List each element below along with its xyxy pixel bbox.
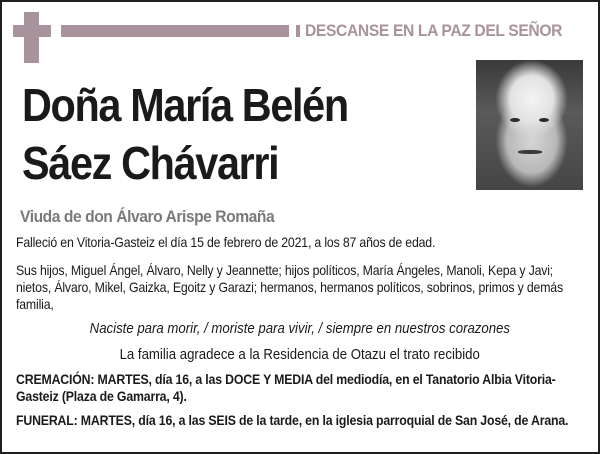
spouse-line: Viuda de don Álvaro Arispe Romaña xyxy=(20,207,275,226)
cremation-notice: CREMACIÓN: MARTES, día 16, a las DOCE Y MEDIA del mediodía, en el Tanatorio Albia Vitoria-Gasteiz (Plaza de Gamarra, 4). xyxy=(16,371,556,404)
photo-eye-right xyxy=(539,118,549,122)
photo-eye-left xyxy=(510,118,520,122)
header-divider-square xyxy=(296,25,300,37)
photo-mouth xyxy=(518,150,542,154)
deceased-name-line-2: Sáez Chávarri xyxy=(22,137,279,189)
deceased-photo xyxy=(476,60,583,190)
header-divider-bar xyxy=(61,25,289,37)
death-notice: Falleció en Vitoria-Gasteiz el día 15 de febrero de 2021, a los 87 años de edad. xyxy=(16,234,436,250)
cross-horizontal-bar xyxy=(13,25,51,37)
funeral-notice: FUNERAL: MARTES, día 16, a las SEIS de la tarde, en la iglesia parroquial de San José, de Arana. xyxy=(16,412,569,428)
thanks-line xyxy=(2,346,598,363)
deceased-name-line-1: Doña María Belén xyxy=(22,79,348,131)
family-list: Sus hijos, Miguel Ángel, Álvaro, Nelly y Jeannette; hijos políticos, María Ángeles, Manoli, Kepa y Javi; nietos, Álvaro, Mikel, Gaizka, Egoitz y Garazi; hermanos, hermanos políticos, sobrinos, primos y demás familia, xyxy=(16,262,563,312)
cross-vertical-bar xyxy=(24,12,39,63)
poem-line xyxy=(2,320,598,337)
header-title: DESCANSE EN LA PAZ DEL SEÑOR xyxy=(305,21,563,40)
thanks-text: La familia agradece a la Residencia de Otazu el trato recibido xyxy=(119,346,481,363)
poem-text: Naciste para morir, / moriste para vivir, / siempre en nuestros corazones xyxy=(89,320,511,337)
